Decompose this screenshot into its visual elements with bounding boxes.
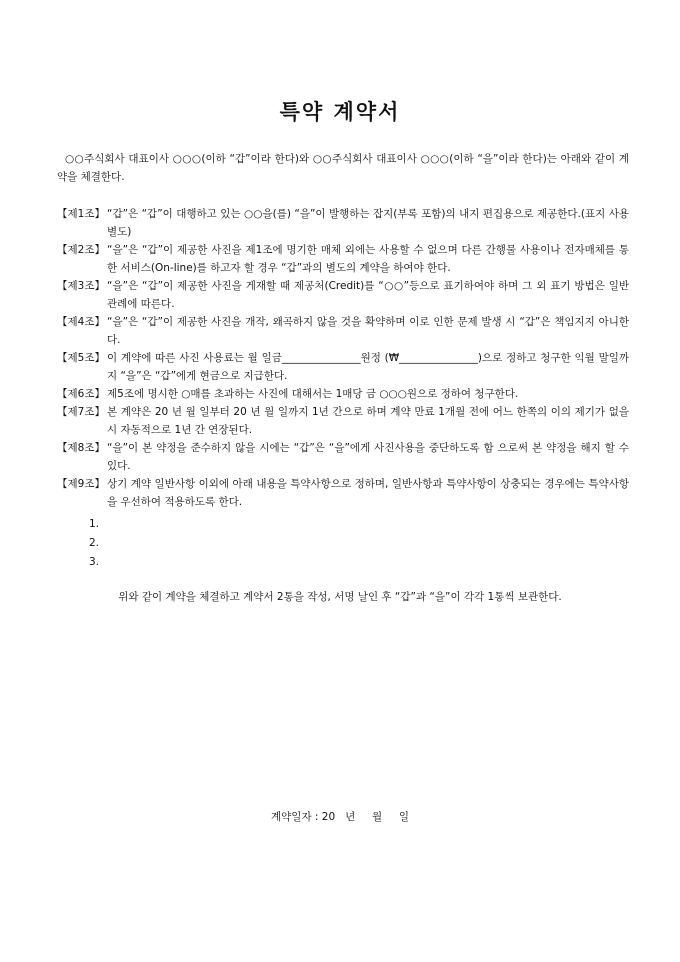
article-text: “갑”은 “갑”이 대행하고 있는 ○○을(를) “을”이 발행하는 잡지(부록 포함)의 내지 편집용으로 제공한다.(표지 사용별도) xyxy=(107,208,629,238)
special-item: 1. xyxy=(89,518,100,530)
article-text: 이 계약에 따른 사진 사용료는 월 일금_______________원정 (₩_______________)으로 정하고 청구한 익월 말일까지 “을”은 “갑”에게 현금으로 지급한다. xyxy=(107,352,629,382)
special-items-list xyxy=(89,515,99,572)
article-2 xyxy=(57,241,629,277)
article-6 xyxy=(57,385,629,403)
article-number: 【제3조】 xyxy=(57,280,105,292)
article-text: “을”은 “갑”이 제공한 사진을 게재할 때 제공처(Credit)를 “○○”등으로 표기하여야 하며 그 외 표기 방법은 일반 관례에 따른다. xyxy=(107,280,629,310)
article-8 xyxy=(57,439,629,475)
document-title: 특약 계약서 xyxy=(279,100,401,124)
article-number: 【제5조】 xyxy=(57,352,105,364)
article-9 xyxy=(57,475,629,511)
article-text: “을”은 “갑”이 제공한 사진을 제1조에 명기한 매체 외에는 사용할 수 없으며 다른 간행물 사용이나 전자매체를 통한 서비스(On-line)를 하고자 할 경우 “갑”과의 별도의 계약을 하여야 한다. xyxy=(107,244,629,274)
article-list xyxy=(57,205,629,511)
article-number: 【제8조】 xyxy=(57,442,105,454)
article-number: 【제1조】 xyxy=(57,208,105,220)
article-4 xyxy=(57,313,629,349)
article-number: 【제6조】 xyxy=(57,388,105,400)
article-number: 【제9조】 xyxy=(57,478,105,490)
article-text: “을”이 본 약정을 준수하지 않을 시에는 “갑”은 “을”에게 사진사용을 중단하도록 함 으로써 본 약정을 해지 할 수 있다. xyxy=(107,442,629,472)
article-number: 【제2조】 xyxy=(57,244,105,256)
article-text: 상기 계약 일반사항 이외에 아래 내용을 특약사항으로 정하며, 일반사항과 특약사항이 상충되는 경우에는 특약사항을 우선하여 적용하도록 한다. xyxy=(107,478,629,508)
article-number: 【제4조】 xyxy=(57,316,105,328)
article-text: 제5조에 명시한 ○매를 초과하는 사진에 대해서는 1매당 금 ○○○원으로 정하여 청구한다. xyxy=(107,388,519,400)
intro-paragraph: ○○주식회사 대표이사 ○○○(이하 “갑”이라 한다)와 ○○주식회사 대표이사 ○○○(이하 “을”이라 한다)는 아래와 같이 계약을 체결한다. xyxy=(57,153,629,183)
special-item: 3. xyxy=(89,556,100,568)
article-text: 본 계약은 20 년 월 일부터 20 년 월 일까지 1년 간으로 하며 계약 만료 1개월 전에 어느 한쪽의 이의 제기가 없을 시 자동적으로 1년 간 연장된다. xyxy=(107,406,629,436)
article-7 xyxy=(57,403,629,439)
special-item: 2. xyxy=(89,537,100,549)
article-1 xyxy=(57,205,629,241)
article-text: “을”은 “갑”이 제공한 사진을 개작, 왜곡하지 않을 것을 확약하며 이로 인한 문제 발생 시 “갑”은 책임지지 아니한다. xyxy=(107,316,629,346)
closing-statement: 위와 같이 계약을 체결하고 계약서 2통을 작성, 서명 날인 후 “갑”과 “을”이 각각 1통씩 보관한다. xyxy=(118,591,562,603)
contract-date: 계약일자 : 20 년 월 일 xyxy=(271,811,409,823)
article-3 xyxy=(57,277,629,313)
article-5 xyxy=(57,349,629,385)
article-number: 【제7조】 xyxy=(57,406,105,418)
